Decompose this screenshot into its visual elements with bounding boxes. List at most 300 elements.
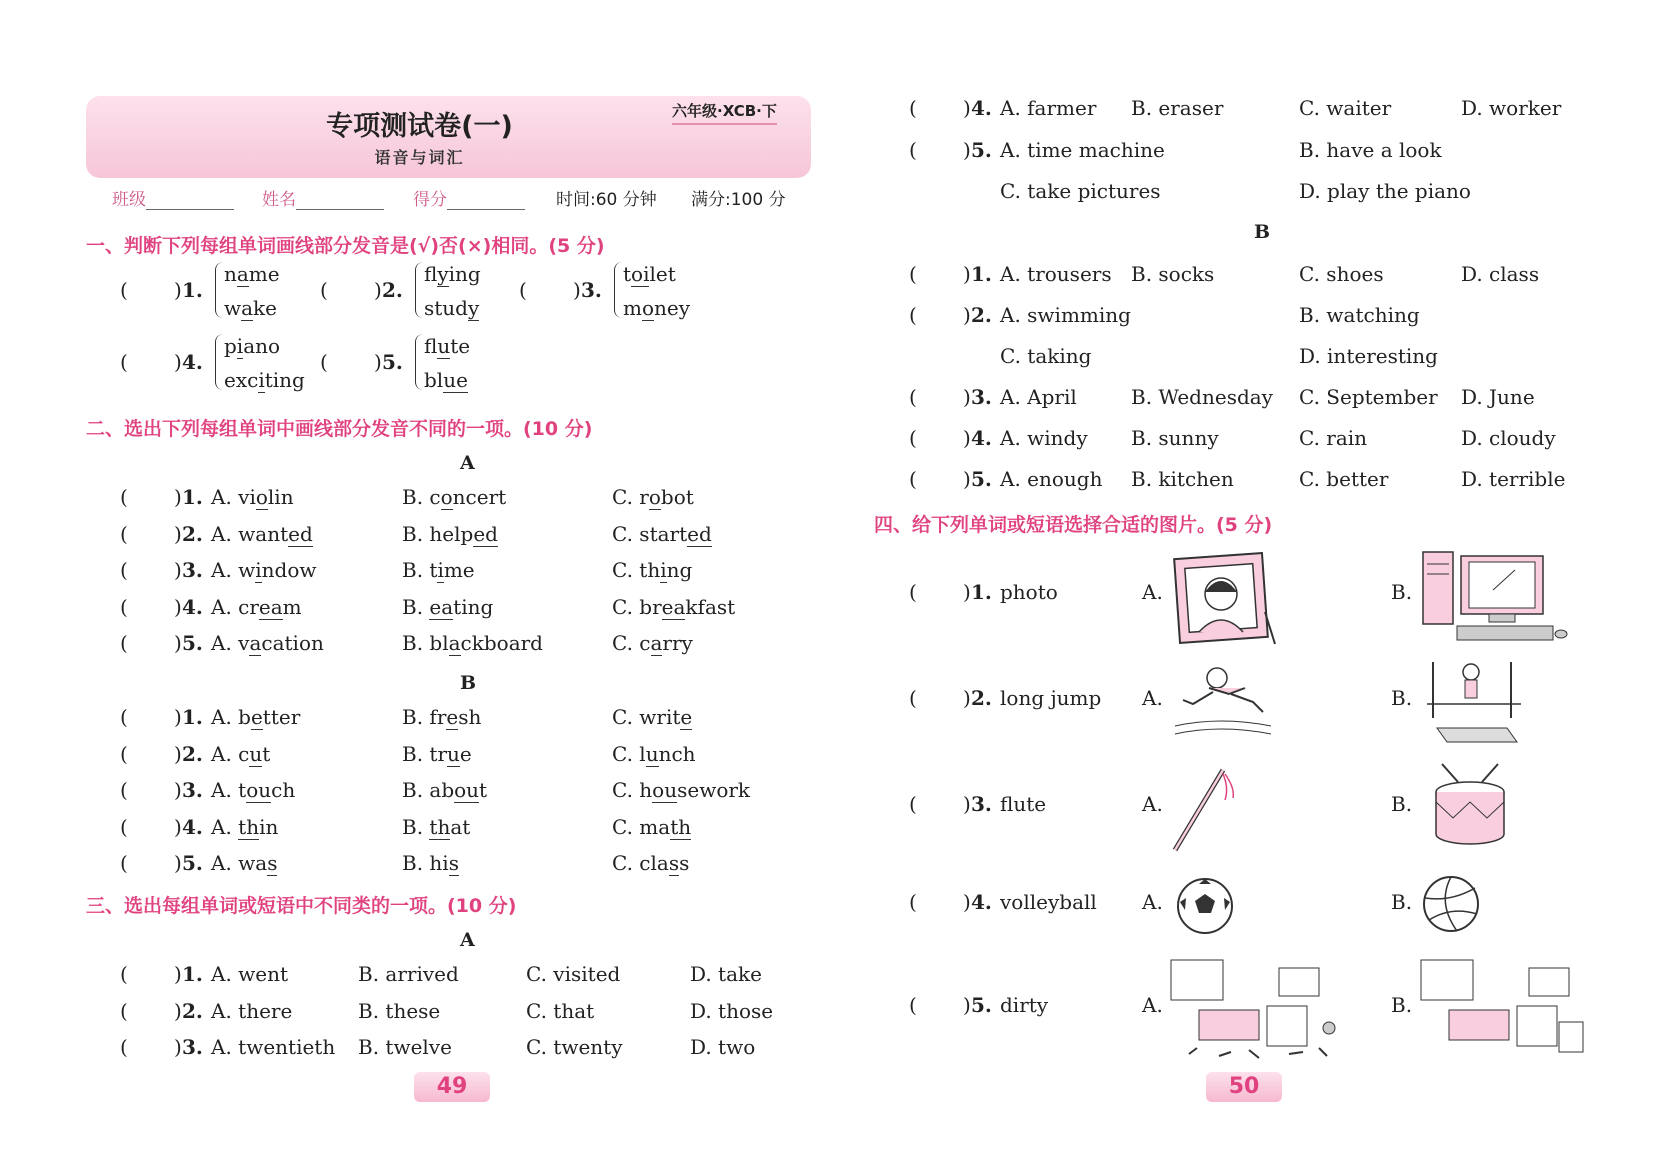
question-row (909, 792, 1629, 820)
option-word: C. started (612, 521, 712, 546)
item-word: volleyball (1000, 890, 1097, 914)
underline-mark (623, 262, 649, 286)
answer-paren-open[interactable]: ( (120, 962, 128, 986)
answer-paren-open[interactable]: ( (120, 278, 128, 302)
question-number: 5. (182, 631, 203, 655)
item-word: flute (1000, 792, 1047, 816)
answer-paren-close[interactable]: ) (174, 485, 182, 509)
long-jump-picture-b (1425, 658, 1525, 748)
question-number: 2. (182, 521, 203, 546)
question-row (120, 742, 840, 770)
answer-paren-open[interactable]: ( (909, 96, 917, 120)
option-word: B. time (402, 558, 475, 582)
option-text (402, 631, 543, 655)
option-word: toilet (623, 262, 676, 286)
question-number: 4. (971, 426, 992, 450)
option-word: A. better (211, 705, 301, 729)
question-number: 3. (581, 278, 602, 302)
option-a-label[interactable]: A. (1142, 890, 1163, 914)
underline-mark (612, 815, 691, 839)
underline-mark (211, 705, 263, 729)
option-word: C. housework (612, 778, 751, 802)
section-3-b-label: B (1254, 221, 1271, 243)
answer-paren-open[interactable]: ( (909, 580, 917, 604)
option-b-label[interactable]: B. (1391, 580, 1413, 604)
option-text (211, 631, 324, 655)
answer-paren-close[interactable]: ) (963, 890, 971, 914)
answer-paren-open[interactable]: ( (909, 303, 917, 327)
answer-paren-close[interactable]: ) (174, 1035, 182, 1059)
brace-mark (614, 262, 623, 318)
question-number: 2. (382, 278, 403, 302)
long-jump-picture-a (1169, 660, 1274, 745)
answer-paren-close[interactable]: ) (963, 993, 971, 1017)
option-word: C. write (612, 705, 693, 729)
option-text (224, 296, 277, 320)
option-word: B. his (402, 851, 459, 875)
option-text (402, 815, 470, 839)
option-text (612, 558, 692, 582)
option-word: piano (224, 334, 281, 358)
question-row (120, 999, 840, 1027)
option-text: C. September (1299, 385, 1438, 409)
option-word: money (623, 296, 691, 320)
class-field[interactable] (112, 185, 234, 210)
question-number: 4. (182, 814, 203, 839)
option-text (211, 558, 317, 582)
question-row (909, 262, 1629, 290)
question-number: 1. (182, 485, 203, 509)
option-text (402, 742, 472, 766)
item-word: long jump (1000, 686, 1102, 710)
word-a (424, 262, 481, 286)
answer-paren-open[interactable]: ( (120, 851, 128, 875)
option-word: B. fresh (402, 705, 482, 729)
option-word: B. eating (402, 594, 494, 619)
answer-paren-open[interactable]: ( (120, 485, 128, 509)
section-2-b-label: B (460, 672, 477, 694)
option-word: A. cream (211, 594, 302, 619)
answer-paren-close[interactable]: ) (174, 631, 182, 655)
option-word: C. class (612, 851, 690, 875)
option-word: blue (424, 368, 468, 392)
underline-mark (211, 778, 271, 802)
answer-paren-close[interactable]: ) (174, 350, 182, 374)
underline-mark (211, 558, 262, 582)
option-b-label[interactable]: B. (1391, 993, 1413, 1017)
option-word: wake (224, 296, 277, 320)
answer-paren-open[interactable]: ( (909, 426, 917, 450)
question-number: 2. (182, 741, 203, 766)
answer-paren-close[interactable]: ) (963, 96, 971, 120)
option-text (424, 262, 481, 286)
option-text (612, 485, 694, 509)
time-info: 时间:60 分钟 (556, 190, 657, 210)
option-text: B. eraser (1131, 96, 1224, 120)
underline-mark (402, 522, 498, 546)
underline-mark (402, 558, 444, 582)
answer-paren-close[interactable]: ) (174, 962, 182, 986)
underline-mark (402, 631, 461, 655)
option-a-label[interactable]: A. (1142, 993, 1163, 1017)
option-text: B. socks (1131, 262, 1215, 286)
underline-mark (612, 742, 659, 766)
question-number: 2. (971, 303, 992, 327)
option-word: flying (424, 262, 481, 286)
question-row (909, 138, 1629, 166)
option-word: B. blackboard (402, 631, 543, 655)
underline-mark (211, 631, 261, 655)
page-subtitle: 语音与词汇 (374, 148, 465, 167)
option-text: D. terrible (1461, 467, 1566, 491)
section-3-title: 三、选出每组单词或短语中不同类的一项。(10 分) (86, 895, 517, 917)
option-word: C. carry (612, 631, 693, 655)
answer-paren-open[interactable]: ( (909, 993, 917, 1017)
option-text (211, 485, 294, 509)
option-text: B. these (358, 998, 441, 1023)
option-text (612, 815, 691, 839)
option-text: A. enough (1000, 467, 1103, 491)
option-text (402, 522, 498, 546)
underline-mark (612, 595, 685, 619)
answer-paren-open[interactable]: ( (120, 705, 128, 729)
question-number: 5. (971, 138, 992, 162)
question-number: 3. (182, 1035, 203, 1059)
answer-paren-open[interactable]: ( (909, 467, 917, 491)
answer-paren-open[interactable]: ( (909, 792, 917, 816)
question-row (120, 522, 840, 550)
answer-paren-open[interactable]: ( (120, 814, 128, 839)
option-word: name (224, 262, 280, 286)
option-text: D. two (690, 1035, 756, 1059)
option-text: A. went (211, 962, 289, 986)
clean-room-picture (1419, 958, 1599, 1062)
question-number: 3. (182, 778, 203, 802)
answer-paren-close[interactable]: ) (963, 686, 971, 710)
option-word: B. helped (402, 521, 498, 546)
question-row (120, 778, 840, 806)
score-field[interactable] (413, 185, 525, 210)
word-b (224, 296, 277, 320)
underline-mark (211, 742, 262, 766)
answer-paren-open[interactable]: ( (519, 278, 527, 302)
question-number: 4. (971, 96, 992, 120)
question-number: 3. (182, 558, 203, 582)
option-text (612, 522, 712, 546)
underline-mark (612, 558, 667, 582)
answer-paren-close[interactable]: ) (963, 580, 971, 604)
answer-paren-open[interactable]: ( (909, 686, 917, 710)
answer-paren-close[interactable]: ) (963, 792, 971, 816)
answer-paren-close[interactable]: ) (174, 814, 182, 839)
option-text: C. waiter (1299, 96, 1392, 120)
question-row (120, 962, 840, 990)
underline-mark (612, 705, 692, 729)
answer-paren-close[interactable]: ) (174, 851, 182, 875)
page-number-right: 50 (1206, 1072, 1282, 1102)
answer-paren-close[interactable]: ) (963, 138, 971, 162)
option-text (402, 778, 487, 802)
question-number: 3. (971, 792, 992, 816)
answer-paren-open[interactable]: ( (320, 278, 328, 302)
option-word: A. window (211, 558, 317, 582)
underline-mark (623, 296, 654, 320)
question-row (909, 890, 1629, 918)
answer-paren-close[interactable]: ) (174, 521, 182, 546)
option-text (623, 262, 676, 286)
option-text: C. better (1299, 467, 1389, 491)
answer-paren-close[interactable]: ) (174, 705, 182, 729)
option-text: D. worker (1461, 96, 1562, 120)
question-row (909, 96, 1629, 124)
underline-mark (224, 368, 265, 392)
option-text: C. twenty (526, 1035, 623, 1059)
word-a (623, 262, 676, 286)
answer-paren-close[interactable]: ) (573, 278, 581, 302)
option-word: flute (424, 334, 471, 358)
option-word: A. cut (211, 741, 271, 766)
option-text: D. cloudy (1461, 426, 1556, 450)
question-row (120, 558, 840, 586)
question-row (909, 385, 1629, 413)
option-text: A. windy (1000, 426, 1088, 450)
option-word: A. was (211, 851, 278, 875)
option-text (424, 296, 479, 320)
underline-mark (402, 705, 458, 729)
question-row (120, 1035, 840, 1063)
underline-mark (424, 262, 449, 286)
option-text: A. there (211, 998, 293, 1023)
answer-paren-open[interactable]: ( (120, 1035, 128, 1059)
option-text: A. farmer (1000, 96, 1097, 120)
option-text (424, 368, 468, 392)
computer-picture (1419, 550, 1569, 650)
answer-paren-close[interactable]: ) (963, 303, 971, 327)
option-text (612, 705, 692, 729)
word-b (224, 368, 305, 392)
word-a (424, 334, 470, 358)
section-1-title: 一、判断下列每组单词画线部分发音是(√)否(×)相同。(5 分) (86, 235, 605, 257)
option-text: B. watching (1299, 303, 1420, 327)
answer-paren-close[interactable]: ) (174, 998, 182, 1023)
option-word: B. about (402, 778, 488, 802)
option-text (224, 368, 305, 392)
underline-mark (402, 742, 460, 766)
name-field[interactable] (262, 185, 384, 210)
option-text: B. twelve (358, 1035, 452, 1059)
question-number: 1. (971, 580, 992, 604)
option-word: study (424, 296, 480, 320)
option-text (612, 595, 735, 619)
option-text: D. June (1461, 385, 1535, 409)
underline-mark (224, 262, 249, 286)
option-text: C. that (526, 998, 595, 1023)
brace-mark (415, 334, 424, 390)
underline-mark (402, 485, 453, 509)
word-b (424, 296, 479, 320)
answer-paren-open[interactable]: ( (909, 138, 917, 162)
underline-mark (211, 522, 313, 546)
option-text (211, 742, 270, 766)
option-a-label[interactable]: A. (1142, 686, 1163, 710)
question-number: 5. (182, 851, 203, 875)
full-score-info: 满分:100 分 (691, 190, 786, 210)
brace-mark (215, 262, 224, 318)
underline-mark (211, 485, 268, 509)
page-number-left: 49 (414, 1072, 490, 1102)
answer-paren-close[interactable]: ) (374, 350, 382, 374)
option-text (211, 815, 278, 839)
name-label: 姓名 (262, 190, 296, 210)
option-b-label[interactable]: B. (1391, 686, 1413, 710)
option-text (612, 851, 689, 875)
underline-mark (211, 595, 283, 619)
score-label: 得分 (413, 190, 447, 210)
answer-paren-close[interactable]: ) (963, 385, 971, 409)
answer-paren-close[interactable]: ) (174, 778, 182, 802)
underline-mark (402, 778, 479, 802)
option-word: A. wanted (211, 521, 313, 546)
question-number: 1. (182, 705, 203, 729)
option-a-label[interactable]: A. (1142, 792, 1163, 816)
option-text (211, 851, 277, 875)
underline-mark (402, 815, 450, 839)
underline-mark (224, 296, 253, 320)
option-text (211, 595, 302, 619)
drum-picture (1428, 762, 1512, 854)
question-number: 1. (971, 262, 992, 286)
option-text: A. trousers (1000, 262, 1112, 286)
answer-paren-open[interactable]: ( (909, 890, 917, 914)
section-2-a-label: A (460, 452, 475, 474)
answer-paren-close[interactable]: ) (174, 594, 182, 619)
item-word: dirty (1000, 993, 1049, 1017)
dirty-room-picture (1169, 958, 1349, 1062)
answer-paren-open[interactable]: ( (120, 558, 128, 582)
option-text: D. interesting (1299, 344, 1438, 368)
option-word: C. breakfast (612, 594, 736, 619)
underline-mark (424, 296, 479, 320)
answer-paren-close[interactable]: ) (963, 426, 971, 450)
question-row (120, 705, 840, 733)
option-a-label[interactable]: A. (1142, 580, 1163, 604)
soccer-ball-picture (1175, 876, 1235, 936)
section-4-title: 四、给下列单词或短语选择合适的图片。(5 分) (874, 514, 1273, 536)
option-text (402, 705, 481, 729)
option-text: C. visited (526, 962, 621, 986)
option-text (402, 558, 475, 582)
option-word: A. violin (211, 485, 294, 509)
answer-paren-close[interactable]: ) (174, 558, 182, 582)
option-text (211, 522, 313, 546)
question-number: 4. (971, 890, 992, 914)
answer-paren-close[interactable]: ) (374, 278, 382, 302)
underline-mark (211, 815, 259, 839)
option-text: B. Wednesday (1131, 385, 1273, 409)
option-text (402, 595, 493, 619)
right-page (839, 0, 1678, 1162)
question-row-continued (909, 344, 1629, 372)
answer-paren-close[interactable]: ) (963, 467, 971, 491)
question-number: 5. (971, 467, 992, 491)
class-label: 班级 (112, 190, 146, 210)
option-text: A. swimming (1000, 303, 1131, 327)
underline-mark (211, 851, 277, 875)
option-text: B. arrived (358, 962, 459, 986)
answer-paren-open[interactable]: ( (320, 350, 328, 374)
option-text: C. rain (1299, 426, 1368, 450)
option-text (402, 485, 506, 509)
answer-paren-close[interactable]: ) (174, 278, 182, 302)
answer-paren-open[interactable]: ( (120, 594, 128, 619)
option-text: A. April (1000, 385, 1077, 409)
underline-mark (612, 851, 679, 875)
underline-mark (402, 851, 459, 875)
brace-mark (415, 262, 424, 318)
option-text (224, 262, 280, 286)
question-number: 1. (182, 278, 203, 302)
item-word: photo (1000, 580, 1058, 604)
flute-picture (1169, 762, 1239, 854)
answer-paren-close[interactable]: ) (963, 262, 971, 286)
option-word: B. that (402, 814, 471, 839)
option-text (211, 778, 295, 802)
underline-mark (612, 631, 662, 655)
answer-paren-close[interactable]: ) (174, 741, 182, 766)
option-text (402, 851, 459, 875)
answer-paren-open[interactable]: ( (120, 741, 128, 766)
option-text: A. twentieth (211, 1035, 336, 1059)
option-text: C. shoes (1299, 262, 1384, 286)
option-text: C. take pictures (1000, 179, 1161, 203)
option-text (224, 334, 280, 358)
option-word: A. thin (211, 814, 279, 839)
option-text: D. those (690, 998, 774, 1023)
underline-mark (612, 485, 661, 509)
option-text: B. kitchen (1131, 467, 1234, 491)
answer-paren-open[interactable]: ( (120, 521, 128, 546)
option-word: C. math (612, 814, 692, 839)
question-row (909, 467, 1629, 495)
option-text (612, 631, 693, 655)
option-b-label[interactable]: B. (1391, 890, 1413, 914)
word-b (424, 368, 468, 392)
option-text: D. take (690, 962, 762, 986)
answer-paren-open[interactable]: ( (120, 998, 128, 1023)
option-b-label[interactable]: B. (1391, 792, 1413, 816)
underline-mark (424, 368, 468, 392)
question-number: 2. (182, 998, 203, 1023)
question-row (120, 485, 840, 513)
section-3-a-label: A (460, 929, 475, 951)
answer-paren-open[interactable]: ( (909, 385, 917, 409)
answer-paren-open[interactable]: ( (120, 350, 128, 374)
brace-mark (215, 334, 224, 390)
section-2-title: 二、选出下列每组单词中画线部分发音不同的一项。(10 分) (86, 418, 593, 440)
question-row (909, 426, 1629, 454)
answer-paren-open[interactable]: ( (120, 631, 128, 655)
answer-paren-open[interactable]: ( (120, 778, 128, 802)
option-text: D. play the piano (1299, 179, 1471, 203)
option-word: B. concert (402, 485, 507, 509)
word-a (224, 262, 280, 286)
answer-paren-open[interactable]: ( (909, 262, 917, 286)
grade-badge: 六年级·XCB·下 (672, 100, 777, 125)
question-row-continued (909, 179, 1629, 207)
underline-mark (224, 334, 243, 358)
option-text: B. sunny (1131, 426, 1219, 450)
underline-mark (612, 522, 712, 546)
